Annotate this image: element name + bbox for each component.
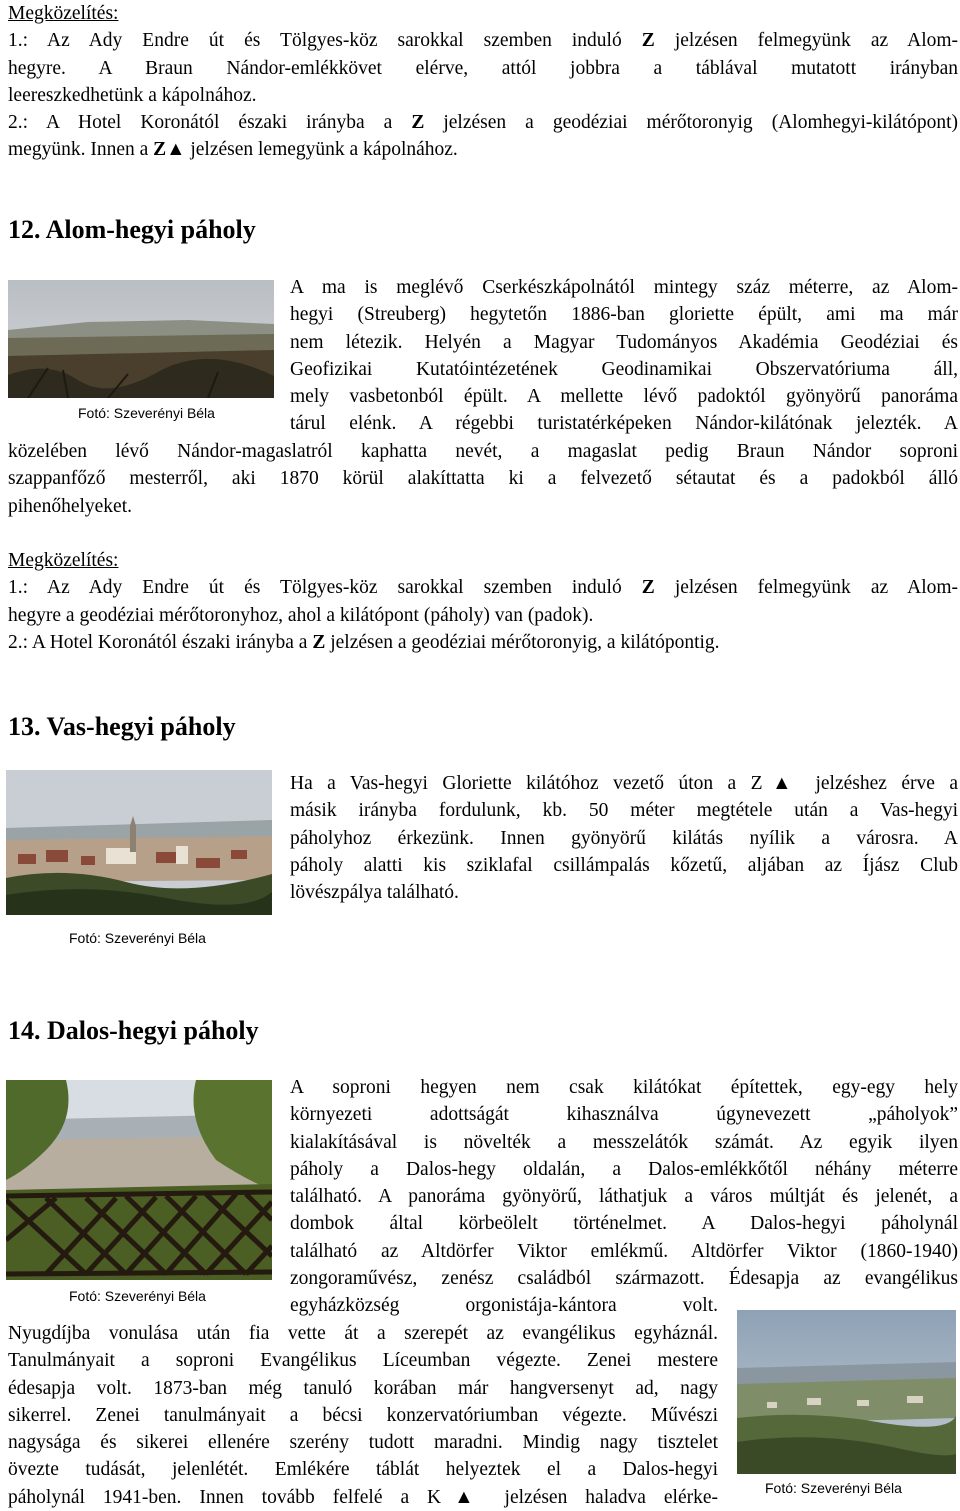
text-line: egyházközség orgonistája-kántora volt. — [290, 1295, 718, 1316]
text-line: zongoraművész, zenész családból származott. Édesapja az evangélikus — [290, 1268, 958, 1290]
sec11-approach — [8, 0, 958, 164]
photo-caption: Fotó: Szeverényi Béla — [69, 930, 206, 946]
approach-line: 2.: A Hotel Koronától északi irányba a Z jelzésen a geodéziai mérőtoronyig (Alomhegyi-kilátópont) — [8, 112, 958, 134]
approach-line: 1.: Az Ady Endre út és Tölgyes-köz sarokkal szemben induló Z jelzésen felmegyünk az Alom- — [8, 30, 959, 52]
section-heading: 13. Vas-hegyi páholy — [8, 712, 236, 741]
text-line: A soproni hegyen nem csak kilátókat építettek, egy-egy hely — [290, 1077, 958, 1098]
text-line: kialakításával is növelték a messzelátók számát. Az egyik ilyen — [290, 1131, 958, 1153]
text-line: nem létezik. Helyén a Magyar Tudományos Akadémia Geodéziai és — [290, 331, 958, 353]
approach-line: leereszkedhetünk a kápolnához. — [8, 84, 257, 106]
text-line: hegyi (Streuberg) hegytetőn 1886-ban gloriette épült, ami ma már — [290, 304, 958, 326]
text-line: szappanfőző mesterről, aki 1870 körül alakíttatta ki a felvezető sétautat és a padokból álló — [8, 468, 958, 490]
text-line: sikerrel. Zenei tanulmányait a bécsi konzervatóriumban végezte. Művészi — [8, 1404, 718, 1426]
photo-dalos-hegy — [6, 1080, 272, 1280]
text-line: páholy a Dalos-hegy oldalán, a Dalos-emlékkőtől néhány méterre — [290, 1158, 958, 1180]
text-line: pihenőhelyeket. — [8, 495, 132, 517]
photo-alom-hegy — [8, 280, 274, 398]
text-line: található. A panoráma gyönyörű, láthatjuk a város múltját és jelenét, a — [290, 1186, 958, 1208]
photo-dalos-panorama — [737, 1310, 956, 1474]
text-line: páholyhoz érkezünk. Innen gyönyörű kilátás nyílik a városra. A — [290, 827, 958, 849]
sec12-approach — [8, 547, 958, 656]
sec12-wrap-text — [290, 274, 958, 438]
text-line: mely vasbetonból épült. A mellette lévő padoktól gyönyörű panoráma — [290, 386, 958, 408]
text-line: közelében lévő Nándor-magaslatról kaphatta nevét, a magaslat pedig Braun Nándor soproni — [8, 441, 958, 462]
text-line: nagysága és sikerei ellenére szerény tudott maradni. Mindig nagy tisztelet — [8, 1432, 718, 1454]
text-line: található az Altdörfer Viktor emlékmű. Altdörfer Viktor (1860-1940) — [290, 1240, 958, 1262]
text-line: Ha a Vas-hegyi Gloriette kilátóhoz vezető úton a Z▲ jelzéshez érve a — [290, 773, 958, 794]
sec14-wrap-text — [290, 1074, 958, 1292]
text-line: Tanulmányait a soproni Evangélikus Líceumban végezte. Zenei mestere — [8, 1350, 718, 1372]
approach-line: 2.: A Hotel Koronától északi irányba a Z jelzésen a geodéziai mérőtoronyig, a kilátópontig. — [8, 631, 720, 653]
sec12-full-text — [8, 438, 958, 520]
text-line: dombok által körbeölelt történelmet. A Dalos-hegyi páholynál — [290, 1213, 958, 1235]
approach-line: megyünk. Innen a Z▲ jelzésen lemegyünk a kápolnához. — [8, 139, 458, 161]
photo-vas-hegy — [6, 770, 272, 915]
photo-caption: Fotó: Szeverényi Béla — [69, 1288, 206, 1304]
photo-caption: Fotó: Szeverényi Béla — [765, 1480, 902, 1496]
text-line: A ma is meglévő Cserkészkápolnától mintegy száz méterre, az Alom- — [290, 277, 958, 298]
text-line: tárul elénk. A régebbi turistatérképeken Nándor-kilátónak jelezték. A — [290, 413, 958, 435]
text-line: lövészpálya található. — [290, 882, 459, 904]
section-heading: 12. Alom-hegyi páholy — [8, 215, 256, 244]
text-line: páholynál 1941-ben. Innen tovább felfelé a K▲ jelzésen haladva elérke- — [8, 1486, 718, 1508]
approach-label: Megközelítés: — [8, 550, 119, 571]
sec14-left-text — [8, 1320, 718, 1511]
text-line: övezte tudását, jelenlétét. Emlékére táblát helyeztek el a Dalos-hegyi — [8, 1459, 718, 1481]
approach-line: hegyre. A Braun Nándor-emlékkövet elérve, attól jobbra a táblával mutatott irányban — [8, 57, 958, 79]
text-line: páholy alatti kis sziklafal csillámpalás kőzetű, aljában az Íjász Club — [290, 854, 958, 876]
approach-line: 1.: Az Ady Endre út és Tölgyes-köz sarokkal szemben induló Z jelzésen felmegyünk az Alom- — [8, 577, 959, 599]
sec13-text — [290, 770, 958, 906]
section-heading: 14. Dalos-hegyi páholy — [8, 1016, 259, 1045]
approach-line: hegyre a geodéziai mérőtoronyhoz, ahol a kilátópont (páholy) van (padok). — [8, 604, 594, 626]
approach-label: Megközelítés: — [8, 3, 119, 24]
photo-caption: Fotó: Szeverényi Béla — [78, 405, 215, 421]
text-line: Nyugdíjba vonulása után fia vette át a szerepét az evangélikus egyháznál. — [8, 1323, 718, 1344]
text-line: másik irányba fordulunk, kb. 50 méter megtétele után a Vas-hegyi — [290, 800, 958, 822]
text-line: környezeti adottságát kihasználva úgynevezett „páholyok” — [290, 1104, 958, 1126]
text-line: édesapja volt. 1873-ban még tanuló korában már hangversenyt ad, nagy — [8, 1377, 718, 1399]
text-line: Geofizikai Kutatóintézetének Geodinamikai Obszervatóriuma áll, — [290, 358, 958, 380]
